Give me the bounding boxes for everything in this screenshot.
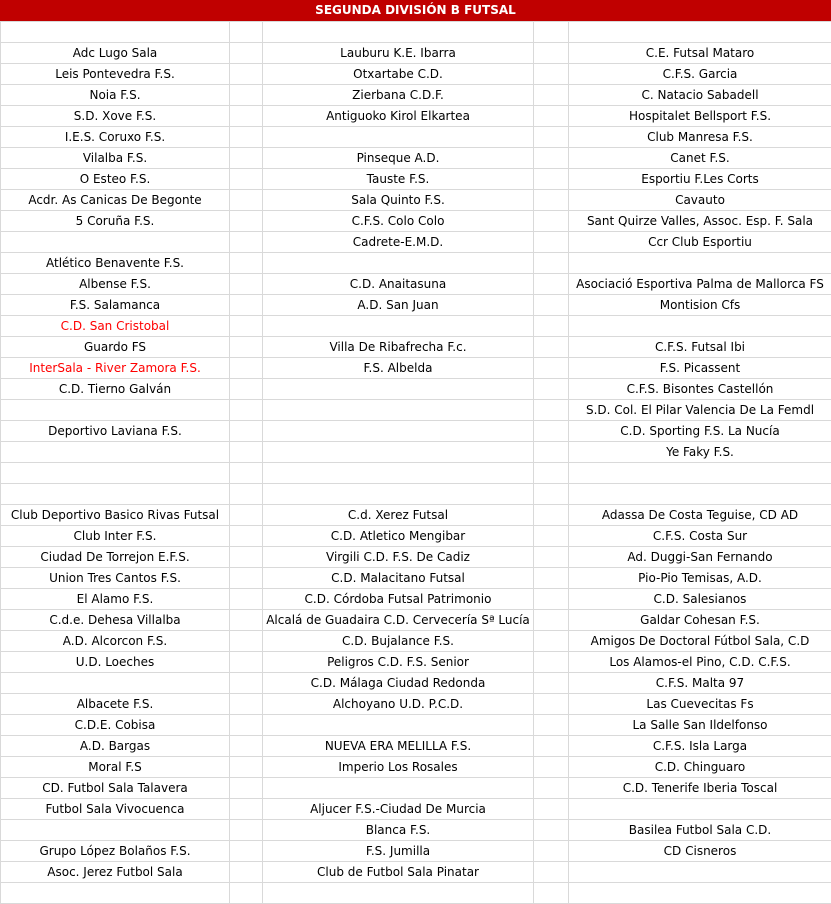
spacer-cell [534, 22, 569, 43]
spacer-cell [230, 694, 263, 715]
team-cell: C.E. Futsal Mataro [569, 43, 831, 64]
spacer-cell [534, 778, 569, 799]
team-cell [1, 820, 230, 841]
team-cell: Sant Quirze Valles, Assoc. Esp. F. Sala [569, 211, 831, 232]
team-cell [263, 883, 534, 904]
spacer-cell [230, 22, 263, 43]
spacer-cell [230, 526, 263, 547]
spacer-cell [534, 652, 569, 673]
team-cell: C.D. Málaga Ciudad Redonda [263, 673, 534, 694]
table-row [1, 295, 831, 316]
team-cell: Alchoyano U.D. P.C.D. [263, 694, 534, 715]
table-row [1, 127, 831, 148]
team-cell: Noia F.S. [1, 85, 230, 106]
spacer-cell [230, 463, 263, 484]
table-row [1, 232, 831, 253]
spacer-cell [230, 652, 263, 673]
spacer-cell [230, 190, 263, 211]
team-cell: F.S. Albelda [263, 358, 534, 379]
team-cell: C.F.S. Colo Colo [263, 211, 534, 232]
table-row [1, 442, 831, 463]
spacer-cell [534, 400, 569, 421]
table-row [1, 211, 831, 232]
team-cell: U.D. Loeches [1, 652, 230, 673]
spacer-cell [534, 589, 569, 610]
team-cell: Leis Pontevedra F.S. [1, 64, 230, 85]
table-row [1, 274, 831, 295]
team-cell: Ccr Club Esportiu [569, 232, 831, 253]
team-cell: Zierbana C.D.F. [263, 85, 534, 106]
team-cell [569, 463, 831, 484]
table-row [1, 22, 831, 43]
spacer-cell [230, 358, 263, 379]
spacer-cell [534, 274, 569, 295]
table-row [1, 358, 831, 379]
spacer-cell [230, 778, 263, 799]
team-cell: Union Tres Cantos F.S. [1, 568, 230, 589]
spacer-cell [230, 862, 263, 883]
team-cell: C.F.S. Futsal Ibi [569, 337, 831, 358]
team-cell: Ye Faky F.S. [569, 442, 831, 463]
spacer-cell [230, 736, 263, 757]
spacer-cell [230, 400, 263, 421]
team-cell: S.D. Col. El Pilar Valencia De La Femdl [569, 400, 831, 421]
team-cell: Imperio Los Rosales [263, 757, 534, 778]
team-cell: Guardo FS [1, 337, 230, 358]
spacer-cell [534, 526, 569, 547]
spacer-cell [230, 589, 263, 610]
spacer-cell [230, 106, 263, 127]
team-cell [263, 715, 534, 736]
team-cell [263, 127, 534, 148]
spacer-cell [230, 127, 263, 148]
spacer-cell [534, 190, 569, 211]
spacer-cell [534, 295, 569, 316]
spacer-cell [230, 148, 263, 169]
spacer-cell [230, 85, 263, 106]
spacer-cell [534, 169, 569, 190]
team-cell: F.S. Picassent [569, 358, 831, 379]
team-cell: C.D. Bujalance F.S. [263, 631, 534, 652]
team-cell: C.F.S. Malta 97 [569, 673, 831, 694]
spacer-cell [534, 484, 569, 505]
spacer-cell [534, 694, 569, 715]
team-cell: Acdr. As Canicas De Begonte [1, 190, 230, 211]
table-row [1, 400, 831, 421]
team-cell: Ciudad De Torrejon E.F.S. [1, 547, 230, 568]
spacer-cell [534, 610, 569, 631]
team-cell [1, 400, 230, 421]
table-row [1, 484, 831, 505]
spacer-cell [230, 820, 263, 841]
table-row [1, 169, 831, 190]
team-cell [263, 316, 534, 337]
team-cell [263, 463, 534, 484]
spacer-cell [534, 799, 569, 820]
team-cell: S.D. Xove F.S. [1, 106, 230, 127]
spacer-cell [534, 127, 569, 148]
table-row [1, 547, 831, 568]
team-cell: Club Manresa F.S. [569, 127, 831, 148]
spacer-cell [230, 64, 263, 85]
team-cell: Futbol Sala Vivocuenca [1, 799, 230, 820]
table-row [1, 148, 831, 169]
team-cell: Deportivo Laviana F.S. [1, 421, 230, 442]
table-row [1, 589, 831, 610]
team-cell: Asociació Esportiva Palma de Mallorca FS [569, 274, 831, 295]
table-row [1, 85, 831, 106]
team-cell: Los Alamos-el Pino, C.D. C.F.S. [569, 652, 831, 673]
team-cell: Basilea Futbol Sala C.D. [569, 820, 831, 841]
spacer-cell [230, 442, 263, 463]
table-row [1, 694, 831, 715]
spacer-cell [534, 148, 569, 169]
team-cell: Grupo López Bolaños F.S. [1, 841, 230, 862]
table-row [1, 652, 831, 673]
spacer-cell [534, 547, 569, 568]
team-cell: C.D. Atletico Mengibar [263, 526, 534, 547]
spacer-cell [230, 715, 263, 736]
team-cell: Asoc. Jerez Futbol Sala [1, 862, 230, 883]
team-cell [263, 421, 534, 442]
team-cell: Club Inter F.S. [1, 526, 230, 547]
spacer-cell [534, 316, 569, 337]
team-cell: C.F.S. Bisontes Castellón [569, 379, 831, 400]
team-cell [569, 862, 831, 883]
team-cell [263, 22, 534, 43]
table-row [1, 757, 831, 778]
spacer-cell [534, 211, 569, 232]
table-row [1, 568, 831, 589]
table-row [1, 316, 831, 337]
table-row [1, 106, 831, 127]
spacer-cell [534, 568, 569, 589]
team-cell: C.F.S. Garcia [569, 64, 831, 85]
spacer-cell [230, 757, 263, 778]
spacer-cell [534, 463, 569, 484]
team-cell: C.D. Córdoba Futsal Patrimonio [263, 589, 534, 610]
table-row [1, 820, 831, 841]
table-row [1, 463, 831, 484]
team-cell: C.D. Anaitasuna [263, 274, 534, 295]
spacer-cell [534, 505, 569, 526]
table-row [1, 673, 831, 694]
team-cell: Hospitalet Bellsport F.S. [569, 106, 831, 127]
team-cell [263, 253, 534, 274]
team-cell [263, 778, 534, 799]
table-row [1, 43, 831, 64]
spacer-cell [534, 421, 569, 442]
team-cell: Montision Cfs [569, 295, 831, 316]
table-row [1, 841, 831, 862]
team-cell [1, 22, 230, 43]
team-cell [569, 484, 831, 505]
team-cell: Antiguoko Kirol Elkartea [263, 106, 534, 127]
team-cell: Vilalba F.S. [1, 148, 230, 169]
team-cell: InterSala - River Zamora F.S. [1, 358, 230, 379]
spacer-cell [534, 232, 569, 253]
team-cell [569, 316, 831, 337]
spacer-cell [230, 232, 263, 253]
team-cell: El Alamo F.S. [1, 589, 230, 610]
team-cell: F.S. Salamanca [1, 295, 230, 316]
team-cell: CD. Futbol Sala Talavera [1, 778, 230, 799]
team-cell [1, 463, 230, 484]
table-row [1, 337, 831, 358]
team-cell: Pinseque A.D. [263, 148, 534, 169]
spacer-cell [230, 673, 263, 694]
team-cell: Tauste F.S. [263, 169, 534, 190]
team-cell: A.D. Alcorcon F.S. [1, 631, 230, 652]
table-row [1, 253, 831, 274]
table-row [1, 526, 831, 547]
team-cell: Club Deportivo Basico Rivas Futsal [1, 505, 230, 526]
spacer-cell [230, 883, 263, 904]
spacer-cell [230, 295, 263, 316]
spacer-cell [534, 820, 569, 841]
table-row [1, 799, 831, 820]
spacer-cell [534, 883, 569, 904]
spacer-cell [230, 253, 263, 274]
spacer-cell [230, 421, 263, 442]
teams-table [0, 21, 831, 904]
team-cell: Moral F.S [1, 757, 230, 778]
team-cell: Aljucer F.S.-Ciudad De Murcia [263, 799, 534, 820]
table-row [1, 379, 831, 400]
spacer-cell [534, 253, 569, 274]
team-cell: Otxartabe C.D. [263, 64, 534, 85]
team-cell [569, 799, 831, 820]
team-cell [1, 484, 230, 505]
team-cell: Blanca F.S. [263, 820, 534, 841]
team-cell: C.D. Tenerife Iberia Toscal [569, 778, 831, 799]
team-cell: Las Cuevecitas Fs [569, 694, 831, 715]
team-cell: C.D. Chinguaro [569, 757, 831, 778]
team-cell [1, 673, 230, 694]
team-cell: Adassa De Costa Teguise, CD AD [569, 505, 831, 526]
spacer-cell [230, 169, 263, 190]
team-cell: CD Cisneros [569, 841, 831, 862]
team-cell [1, 883, 230, 904]
table-row [1, 736, 831, 757]
team-cell [1, 232, 230, 253]
team-cell: A.D. San Juan [263, 295, 534, 316]
table-row [1, 505, 831, 526]
table-row [1, 883, 831, 904]
sheet-title: SEGUNDA DIVISIÓN B FUTSAL [0, 0, 831, 21]
team-cell: NUEVA ERA MELILLA F.S. [263, 736, 534, 757]
team-cell: C.F.S. Isla Larga [569, 736, 831, 757]
team-cell: C. Natacio Sabadell [569, 85, 831, 106]
spacer-cell [534, 736, 569, 757]
spacer-cell [534, 379, 569, 400]
team-cell: C.d. Xerez Futsal [263, 505, 534, 526]
team-cell: Ad. Duggi-San Fernando [569, 547, 831, 568]
team-cell [569, 883, 831, 904]
team-cell: Canet F.S. [569, 148, 831, 169]
team-cell: C.D. Tierno Galván [1, 379, 230, 400]
table-row [1, 64, 831, 85]
spacer-cell [230, 337, 263, 358]
spacer-cell [230, 379, 263, 400]
team-cell: C.D. Malacitano Futsal [263, 568, 534, 589]
team-cell: Alcalá de Guadaira C.D. Cervecería Sª Lucía [263, 610, 534, 631]
spacer-cell [534, 85, 569, 106]
team-cell: C.D. San Cristobal [1, 316, 230, 337]
table-row [1, 610, 831, 631]
spacer-cell [230, 484, 263, 505]
table-row [1, 631, 831, 652]
spacer-cell [230, 211, 263, 232]
team-cell: Villa De Ribafrecha F.c. [263, 337, 534, 358]
team-cell: Albacete F.S. [1, 694, 230, 715]
team-cell: Virgili C.D. F.S. De Cadiz [263, 547, 534, 568]
spacer-cell [230, 274, 263, 295]
table-row [1, 190, 831, 211]
team-cell: C.D. Sporting F.S. La Nucía [569, 421, 831, 442]
team-cell [263, 400, 534, 421]
team-cell: Pio-Pio Temisas, A.D. [569, 568, 831, 589]
team-cell: Club de Futbol Sala Pinatar [263, 862, 534, 883]
table-row [1, 778, 831, 799]
team-cell: I.E.S. Coruxo F.S. [1, 127, 230, 148]
spacer-cell [534, 64, 569, 85]
spacer-cell [534, 358, 569, 379]
team-cell [263, 379, 534, 400]
team-cell: C.D. Salesianos [569, 589, 831, 610]
team-cell: C.F.S. Costa Sur [569, 526, 831, 547]
spacer-cell [534, 442, 569, 463]
table-row [1, 715, 831, 736]
team-cell [263, 484, 534, 505]
team-cell [569, 22, 831, 43]
team-cell: Adc Lugo Sala [1, 43, 230, 64]
spacer-cell [230, 547, 263, 568]
table-row [1, 862, 831, 883]
spacer-cell [230, 631, 263, 652]
team-cell: C.D.E. Cobisa [1, 715, 230, 736]
spacer-cell [230, 505, 263, 526]
spacer-cell [534, 841, 569, 862]
team-cell: Galdar Cohesan F.S. [569, 610, 831, 631]
spacer-cell [230, 799, 263, 820]
team-cell: Lauburu K.E. Ibarra [263, 43, 534, 64]
team-cell: A.D. Bargas [1, 736, 230, 757]
spacer-cell [534, 631, 569, 652]
spacer-cell [230, 43, 263, 64]
team-cell: 5 Coruña F.S. [1, 211, 230, 232]
team-cell: Amigos De Doctoral Fútbol Sala, C.D [569, 631, 831, 652]
team-cell: O Esteo F.S. [1, 169, 230, 190]
spacer-cell [534, 673, 569, 694]
spacer-cell [534, 106, 569, 127]
team-cell [569, 253, 831, 274]
spacer-cell [534, 43, 569, 64]
team-cell: F.S. Jumilla [263, 841, 534, 862]
table-row [1, 421, 831, 442]
team-cell: Cavauto [569, 190, 831, 211]
team-cell: Sala Quinto F.S. [263, 190, 534, 211]
spacer-cell [230, 568, 263, 589]
spacer-cell [534, 715, 569, 736]
spacer-cell [230, 610, 263, 631]
team-cell: Peligros C.D. F.S. Senior [263, 652, 534, 673]
spacer-cell [534, 862, 569, 883]
team-cell: Atlético Benavente F.S. [1, 253, 230, 274]
spacer-cell [230, 316, 263, 337]
team-cell [263, 442, 534, 463]
team-cell: Albense F.S. [1, 274, 230, 295]
team-cell: La Salle San Ildelfonso [569, 715, 831, 736]
spacer-cell [230, 841, 263, 862]
team-cell: Cadrete-E.M.D. [263, 232, 534, 253]
team-cell: C.d.e. Dehesa Villalba [1, 610, 230, 631]
spacer-cell [534, 757, 569, 778]
spacer-cell [534, 337, 569, 358]
team-cell [1, 442, 230, 463]
team-cell: Esportiu F.Les Corts [569, 169, 831, 190]
